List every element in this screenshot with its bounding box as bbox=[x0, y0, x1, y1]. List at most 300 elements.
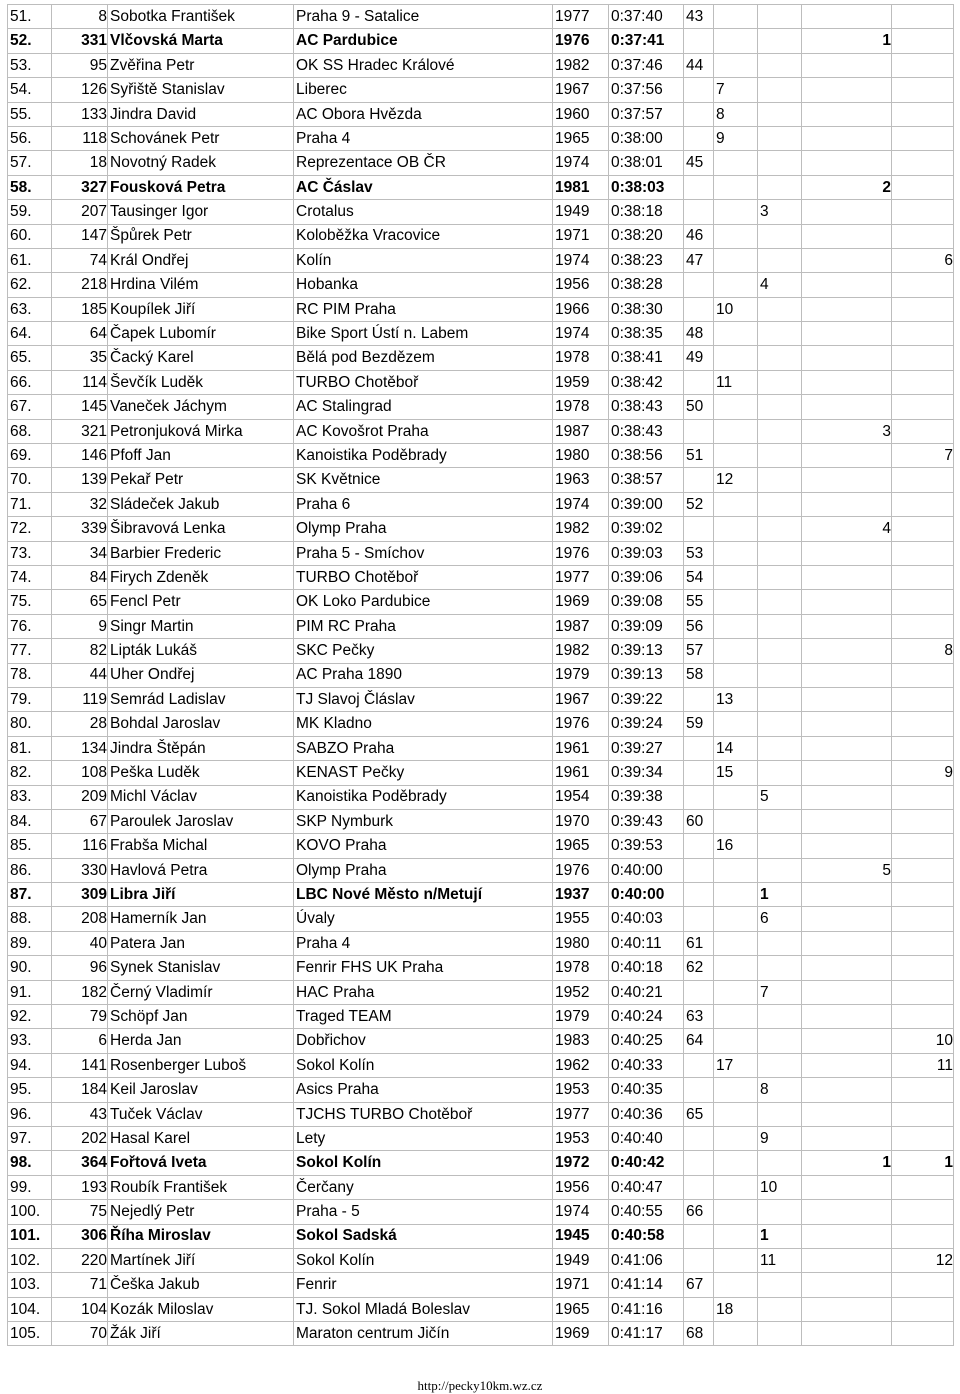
category-4-rank-cell bbox=[802, 248, 892, 272]
table-row bbox=[8, 468, 954, 492]
club-cell: Praha 4 bbox=[294, 931, 553, 955]
category-1-rank-cell bbox=[684, 1175, 714, 1199]
club-cell: Kanoistika Poděbrady bbox=[294, 444, 553, 468]
finish-time-cell: 0:37:40 bbox=[609, 5, 684, 29]
bib-number-cell: 218 bbox=[52, 273, 108, 297]
birth-year-cell: 1965 bbox=[553, 834, 609, 858]
bib-number-cell: 96 bbox=[52, 956, 108, 980]
category-3-rank-cell bbox=[758, 663, 802, 687]
finish-time-cell: 0:40:35 bbox=[609, 1078, 684, 1102]
birth-year-cell: 1980 bbox=[553, 931, 609, 955]
finish-time-cell: 0:38:57 bbox=[609, 468, 684, 492]
category-2-rank-cell bbox=[714, 1126, 758, 1150]
category-3-rank-cell bbox=[758, 1200, 802, 1224]
category-3-rank-cell bbox=[758, 834, 802, 858]
rank-cell: 88. bbox=[8, 907, 52, 931]
category-5-rank-cell bbox=[892, 297, 954, 321]
table-row bbox=[8, 224, 954, 248]
category-2-rank-cell: 10 bbox=[714, 297, 758, 321]
category-3-rank-cell bbox=[758, 517, 802, 541]
rank-cell: 56. bbox=[8, 126, 52, 150]
club-cell: TJ Slavoj Čláslav bbox=[294, 687, 553, 711]
category-2-rank-cell bbox=[714, 614, 758, 638]
category-4-rank-cell bbox=[802, 346, 892, 370]
runner-name-cell: Kozák Miloslav bbox=[108, 1297, 294, 1321]
category-2-rank-cell bbox=[714, 5, 758, 29]
category-4-rank-cell bbox=[802, 736, 892, 760]
category-3-rank-cell bbox=[758, 444, 802, 468]
table-row bbox=[8, 29, 954, 53]
bib-number-cell: 306 bbox=[52, 1224, 108, 1248]
category-2-rank-cell bbox=[714, 980, 758, 1004]
birth-year-cell: 1965 bbox=[553, 1297, 609, 1321]
category-5-rank-cell bbox=[892, 419, 954, 443]
runner-name-cell: Čapek Lubomír bbox=[108, 322, 294, 346]
finish-time-cell: 0:37:41 bbox=[609, 29, 684, 53]
table-row bbox=[8, 78, 954, 102]
category-2-rank-cell bbox=[714, 1322, 758, 1346]
category-1-rank-cell: 49 bbox=[684, 346, 714, 370]
club-cell: RC PIM Praha bbox=[294, 297, 553, 321]
category-5-rank-cell bbox=[892, 102, 954, 126]
runner-name-cell: Jindra David bbox=[108, 102, 294, 126]
category-1-rank-cell: 47 bbox=[684, 248, 714, 272]
category-5-rank-cell bbox=[892, 468, 954, 492]
category-3-rank-cell: 10 bbox=[758, 1175, 802, 1199]
runner-name-cell: Sládeček Jakub bbox=[108, 492, 294, 516]
category-5-rank-cell bbox=[892, 1297, 954, 1321]
category-1-rank-cell: 64 bbox=[684, 1029, 714, 1053]
table-row bbox=[8, 419, 954, 443]
category-3-rank-cell bbox=[758, 1297, 802, 1321]
category-1-rank-cell bbox=[684, 687, 714, 711]
category-2-rank-cell bbox=[714, 322, 758, 346]
category-4-rank-cell bbox=[802, 444, 892, 468]
bib-number-cell: 147 bbox=[52, 224, 108, 248]
rank-cell: 68. bbox=[8, 419, 52, 443]
category-1-rank-cell bbox=[684, 785, 714, 809]
table-row bbox=[8, 1102, 954, 1126]
runner-name-cell: Petronjuková Mirka bbox=[108, 419, 294, 443]
runner-name-cell: Lipták Lukáš bbox=[108, 639, 294, 663]
runner-name-cell: Říha Miroslav bbox=[108, 1224, 294, 1248]
category-5-rank-cell bbox=[892, 53, 954, 77]
finish-time-cell: 0:40:18 bbox=[609, 956, 684, 980]
rank-cell: 96. bbox=[8, 1102, 52, 1126]
table-row bbox=[8, 517, 954, 541]
birth-year-cell: 1937 bbox=[553, 883, 609, 907]
club-cell: Koloběžka Vracovice bbox=[294, 224, 553, 248]
bib-number-cell: 108 bbox=[52, 761, 108, 785]
table-row bbox=[8, 297, 954, 321]
table-row bbox=[8, 687, 954, 711]
category-1-rank-cell: 56 bbox=[684, 614, 714, 638]
runner-name-cell: Tuček Václav bbox=[108, 1102, 294, 1126]
category-3-rank-cell bbox=[758, 468, 802, 492]
birth-year-cell: 1961 bbox=[553, 761, 609, 785]
bib-number-cell: 134 bbox=[52, 736, 108, 760]
rank-cell: 100. bbox=[8, 1200, 52, 1224]
finish-time-cell: 0:37:46 bbox=[609, 53, 684, 77]
runner-name-cell: Pekař Petr bbox=[108, 468, 294, 492]
category-2-rank-cell bbox=[714, 858, 758, 882]
category-2-rank-cell bbox=[714, 1005, 758, 1029]
category-1-rank-cell: 51 bbox=[684, 444, 714, 468]
table-row bbox=[8, 663, 954, 687]
birth-year-cell: 1976 bbox=[553, 712, 609, 736]
birth-year-cell: 1961 bbox=[553, 736, 609, 760]
bib-number-cell: 82 bbox=[52, 639, 108, 663]
bib-number-cell: 118 bbox=[52, 126, 108, 150]
bib-number-cell: 8 bbox=[52, 5, 108, 29]
rank-cell: 58. bbox=[8, 175, 52, 199]
bib-number-cell: 126 bbox=[52, 78, 108, 102]
category-3-rank-cell bbox=[758, 53, 802, 77]
bib-number-cell: 44 bbox=[52, 663, 108, 687]
birth-year-cell: 1966 bbox=[553, 297, 609, 321]
category-3-rank-cell: 4 bbox=[758, 273, 802, 297]
category-1-rank-cell bbox=[684, 29, 714, 53]
bib-number-cell: 43 bbox=[52, 1102, 108, 1126]
category-5-rank-cell bbox=[892, 1005, 954, 1029]
club-cell: Dobřichov bbox=[294, 1029, 553, 1053]
category-5-rank-cell bbox=[892, 980, 954, 1004]
category-1-rank-cell: 55 bbox=[684, 590, 714, 614]
table-row bbox=[8, 565, 954, 589]
birth-year-cell: 1982 bbox=[553, 53, 609, 77]
category-4-rank-cell bbox=[802, 541, 892, 565]
runner-name-cell: Keil Jaroslav bbox=[108, 1078, 294, 1102]
category-1-rank-cell: 53 bbox=[684, 541, 714, 565]
category-3-rank-cell bbox=[758, 614, 802, 638]
finish-time-cell: 0:40:25 bbox=[609, 1029, 684, 1053]
runner-name-cell: Vlčovská Marta bbox=[108, 29, 294, 53]
category-3-rank-cell bbox=[758, 102, 802, 126]
bib-number-cell: 184 bbox=[52, 1078, 108, 1102]
category-5-rank-cell bbox=[892, 712, 954, 736]
birth-year-cell: 1978 bbox=[553, 395, 609, 419]
category-5-rank-cell bbox=[892, 29, 954, 53]
category-5-rank-cell bbox=[892, 541, 954, 565]
runner-name-cell: Peška Luděk bbox=[108, 761, 294, 785]
birth-year-cell: 1982 bbox=[553, 639, 609, 663]
category-1-rank-cell bbox=[684, 1224, 714, 1248]
birth-year-cell: 1954 bbox=[553, 785, 609, 809]
category-2-rank-cell bbox=[714, 565, 758, 589]
category-1-rank-cell bbox=[684, 273, 714, 297]
table-row bbox=[8, 1297, 954, 1321]
category-1-rank-cell bbox=[684, 761, 714, 785]
runner-name-cell: Singr Martin bbox=[108, 614, 294, 638]
rank-cell: 51. bbox=[8, 5, 52, 29]
category-2-rank-cell bbox=[714, 248, 758, 272]
club-cell: Praha 6 bbox=[294, 492, 553, 516]
category-4-rank-cell bbox=[802, 1248, 892, 1272]
category-4-rank-cell bbox=[802, 151, 892, 175]
category-4-rank-cell bbox=[802, 395, 892, 419]
finish-time-cell: 0:38:43 bbox=[609, 395, 684, 419]
club-cell: Crotalus bbox=[294, 200, 553, 224]
category-3-rank-cell bbox=[758, 1273, 802, 1297]
category-4-rank-cell bbox=[802, 785, 892, 809]
category-1-rank-cell: 65 bbox=[684, 1102, 714, 1126]
bib-number-cell: 95 bbox=[52, 53, 108, 77]
bib-number-cell: 139 bbox=[52, 468, 108, 492]
category-1-rank-cell: 45 bbox=[684, 151, 714, 175]
finish-time-cell: 0:40:00 bbox=[609, 883, 684, 907]
table-row bbox=[8, 1224, 954, 1248]
finish-time-cell: 0:40:42 bbox=[609, 1151, 684, 1175]
bib-number-cell: 119 bbox=[52, 687, 108, 711]
category-3-rank-cell: 8 bbox=[758, 1078, 802, 1102]
finish-time-cell: 0:41:17 bbox=[609, 1322, 684, 1346]
table-row bbox=[8, 1200, 954, 1224]
category-4-rank-cell: 5 bbox=[802, 858, 892, 882]
bib-number-cell: 185 bbox=[52, 297, 108, 321]
category-3-rank-cell: 1 bbox=[758, 1224, 802, 1248]
birth-year-cell: 1967 bbox=[553, 687, 609, 711]
finish-time-cell: 0:39:13 bbox=[609, 639, 684, 663]
category-1-rank-cell: 46 bbox=[684, 224, 714, 248]
category-1-rank-cell bbox=[684, 200, 714, 224]
category-2-rank-cell bbox=[714, 492, 758, 516]
category-2-rank-cell bbox=[714, 273, 758, 297]
bib-number-cell: 35 bbox=[52, 346, 108, 370]
category-5-rank-cell bbox=[892, 346, 954, 370]
finish-time-cell: 0:38:30 bbox=[609, 297, 684, 321]
runner-name-cell: Bohdal Jaroslav bbox=[108, 712, 294, 736]
rank-cell: 59. bbox=[8, 200, 52, 224]
club-cell: Kolín bbox=[294, 248, 553, 272]
birth-year-cell: 1970 bbox=[553, 809, 609, 833]
bib-number-cell: 321 bbox=[52, 419, 108, 443]
category-2-rank-cell: 16 bbox=[714, 834, 758, 858]
club-cell: Asics Praha bbox=[294, 1078, 553, 1102]
table-row bbox=[8, 102, 954, 126]
category-5-rank-cell: 7 bbox=[892, 444, 954, 468]
category-4-rank-cell: 3 bbox=[802, 419, 892, 443]
runner-name-cell: Fencl Petr bbox=[108, 590, 294, 614]
category-4-rank-cell bbox=[802, 907, 892, 931]
table-row bbox=[8, 1322, 954, 1346]
category-3-rank-cell bbox=[758, 370, 802, 394]
rank-cell: 66. bbox=[8, 370, 52, 394]
birth-year-cell: 1949 bbox=[553, 200, 609, 224]
table-row bbox=[8, 736, 954, 760]
category-1-rank-cell bbox=[684, 858, 714, 882]
category-4-rank-cell bbox=[802, 931, 892, 955]
table-row bbox=[8, 712, 954, 736]
table-row bbox=[8, 809, 954, 833]
table-row bbox=[8, 614, 954, 638]
category-5-rank-cell bbox=[892, 931, 954, 955]
table-row bbox=[8, 1126, 954, 1150]
birth-year-cell: 1972 bbox=[553, 1151, 609, 1175]
finish-time-cell: 0:38:28 bbox=[609, 273, 684, 297]
category-2-rank-cell bbox=[714, 1151, 758, 1175]
category-3-rank-cell bbox=[758, 492, 802, 516]
finish-time-cell: 0:39:13 bbox=[609, 663, 684, 687]
club-cell: LBC Nové Město n/Metují bbox=[294, 883, 553, 907]
club-cell: MK Kladno bbox=[294, 712, 553, 736]
birth-year-cell: 1952 bbox=[553, 980, 609, 1004]
category-1-rank-cell: 54 bbox=[684, 565, 714, 589]
finish-time-cell: 0:39:24 bbox=[609, 712, 684, 736]
category-1-rank-cell bbox=[684, 419, 714, 443]
category-1-rank-cell: 57 bbox=[684, 639, 714, 663]
birth-year-cell: 1979 bbox=[553, 1005, 609, 1029]
runner-name-cell: Špůrek Petr bbox=[108, 224, 294, 248]
club-cell: TURBO Chotěboř bbox=[294, 370, 553, 394]
results-body bbox=[8, 5, 954, 1346]
club-cell: Liberec bbox=[294, 78, 553, 102]
bib-number-cell: 220 bbox=[52, 1248, 108, 1272]
bib-number-cell: 133 bbox=[52, 102, 108, 126]
category-1-rank-cell: 52 bbox=[684, 492, 714, 516]
category-5-rank-cell: 11 bbox=[892, 1053, 954, 1077]
runner-name-cell: Jindra Štěpán bbox=[108, 736, 294, 760]
category-3-rank-cell: 9 bbox=[758, 1126, 802, 1150]
category-4-rank-cell bbox=[802, 687, 892, 711]
club-cell: SABZO Praha bbox=[294, 736, 553, 760]
category-1-rank-cell bbox=[684, 1248, 714, 1272]
runner-name-cell: Koupílek Jiří bbox=[108, 297, 294, 321]
category-5-rank-cell bbox=[892, 273, 954, 297]
category-5-rank-cell bbox=[892, 1102, 954, 1126]
finish-time-cell: 0:39:08 bbox=[609, 590, 684, 614]
category-3-rank-cell bbox=[758, 248, 802, 272]
category-1-rank-cell bbox=[684, 1078, 714, 1102]
bib-number-cell: 75 bbox=[52, 1200, 108, 1224]
category-3-rank-cell bbox=[758, 1029, 802, 1053]
category-2-rank-cell: 8 bbox=[714, 102, 758, 126]
category-2-rank-cell bbox=[714, 1273, 758, 1297]
category-5-rank-cell bbox=[892, 5, 954, 29]
runner-name-cell: Barbier Frederic bbox=[108, 541, 294, 565]
club-cell: Bělá pod Bezdězem bbox=[294, 346, 553, 370]
table-row bbox=[8, 126, 954, 150]
category-3-rank-cell bbox=[758, 78, 802, 102]
category-1-rank-cell: 68 bbox=[684, 1322, 714, 1346]
category-3-rank-cell bbox=[758, 761, 802, 785]
category-1-rank-cell bbox=[684, 907, 714, 931]
runner-name-cell: Černý Vladimír bbox=[108, 980, 294, 1004]
category-4-rank-cell bbox=[802, 492, 892, 516]
category-2-rank-cell bbox=[714, 541, 758, 565]
category-4-rank-cell bbox=[802, 565, 892, 589]
category-3-rank-cell: 1 bbox=[758, 883, 802, 907]
birth-year-cell: 1978 bbox=[553, 346, 609, 370]
bib-number-cell: 32 bbox=[52, 492, 108, 516]
category-1-rank-cell: 60 bbox=[684, 809, 714, 833]
category-2-rank-cell bbox=[714, 517, 758, 541]
category-1-rank-cell: 67 bbox=[684, 1273, 714, 1297]
category-5-rank-cell bbox=[892, 151, 954, 175]
rank-cell: 55. bbox=[8, 102, 52, 126]
category-1-rank-cell bbox=[684, 1053, 714, 1077]
category-5-rank-cell bbox=[892, 395, 954, 419]
table-row bbox=[8, 248, 954, 272]
category-4-rank-cell bbox=[802, 834, 892, 858]
finish-time-cell: 0:38:23 bbox=[609, 248, 684, 272]
category-1-rank-cell bbox=[684, 126, 714, 150]
birth-year-cell: 1974 bbox=[553, 151, 609, 175]
runner-name-cell: Hasal Karel bbox=[108, 1126, 294, 1150]
category-4-rank-cell: 1 bbox=[802, 1151, 892, 1175]
category-3-rank-cell bbox=[758, 224, 802, 248]
category-5-rank-cell: 10 bbox=[892, 1029, 954, 1053]
birth-year-cell: 1976 bbox=[553, 858, 609, 882]
table-row bbox=[8, 907, 954, 931]
category-1-rank-cell: 62 bbox=[684, 956, 714, 980]
bib-number-cell: 104 bbox=[52, 1297, 108, 1321]
category-5-rank-cell bbox=[892, 785, 954, 809]
category-5-rank-cell bbox=[892, 517, 954, 541]
category-1-rank-cell bbox=[684, 297, 714, 321]
rank-cell: 87. bbox=[8, 883, 52, 907]
category-1-rank-cell bbox=[684, 1126, 714, 1150]
rank-cell: 97. bbox=[8, 1126, 52, 1150]
finish-time-cell: 0:38:01 bbox=[609, 151, 684, 175]
club-cell: OK Loko Pardubice bbox=[294, 590, 553, 614]
results-table bbox=[7, 4, 954, 1346]
footer-url[interactable]: http://pecky10km.wz.cz bbox=[417, 1378, 543, 1393]
category-2-rank-cell bbox=[714, 883, 758, 907]
runner-name-cell: Synek Stanislav bbox=[108, 956, 294, 980]
rank-cell: 105. bbox=[8, 1322, 52, 1346]
club-cell: SKP Nymburk bbox=[294, 809, 553, 833]
rank-cell: 86. bbox=[8, 858, 52, 882]
bib-number-cell: 67 bbox=[52, 809, 108, 833]
category-4-rank-cell bbox=[802, 200, 892, 224]
birth-year-cell: 1979 bbox=[553, 663, 609, 687]
category-1-rank-cell bbox=[684, 370, 714, 394]
rank-cell: 78. bbox=[8, 663, 52, 687]
category-5-rank-cell: 6 bbox=[892, 248, 954, 272]
bib-number-cell: 208 bbox=[52, 907, 108, 931]
rank-cell: 98. bbox=[8, 1151, 52, 1175]
finish-time-cell: 0:40:03 bbox=[609, 907, 684, 931]
bib-number-cell: 209 bbox=[52, 785, 108, 809]
runner-name-cell: Rosenberger Luboš bbox=[108, 1053, 294, 1077]
category-4-rank-cell: 2 bbox=[802, 175, 892, 199]
finish-time-cell: 0:40:36 bbox=[609, 1102, 684, 1126]
table-row bbox=[8, 858, 954, 882]
runner-name-cell: Češka Jakub bbox=[108, 1273, 294, 1297]
category-2-rank-cell bbox=[714, 224, 758, 248]
category-5-rank-cell bbox=[892, 322, 954, 346]
category-3-rank-cell bbox=[758, 175, 802, 199]
category-2-rank-cell bbox=[714, 1200, 758, 1224]
category-5-rank-cell bbox=[892, 1273, 954, 1297]
birth-year-cell: 1945 bbox=[553, 1224, 609, 1248]
category-2-rank-cell bbox=[714, 200, 758, 224]
rank-cell: 72. bbox=[8, 517, 52, 541]
rank-cell: 80. bbox=[8, 712, 52, 736]
category-5-rank-cell bbox=[892, 590, 954, 614]
category-3-rank-cell bbox=[758, 639, 802, 663]
club-cell: Reprezentace OB ČR bbox=[294, 151, 553, 175]
category-3-rank-cell bbox=[758, 1053, 802, 1077]
category-4-rank-cell bbox=[802, 1322, 892, 1346]
category-2-rank-cell: 17 bbox=[714, 1053, 758, 1077]
category-5-rank-cell bbox=[892, 687, 954, 711]
rank-cell: 67. bbox=[8, 395, 52, 419]
birth-year-cell: 1976 bbox=[553, 541, 609, 565]
rank-cell: 101. bbox=[8, 1224, 52, 1248]
category-2-rank-cell bbox=[714, 639, 758, 663]
bib-number-cell: 116 bbox=[52, 834, 108, 858]
